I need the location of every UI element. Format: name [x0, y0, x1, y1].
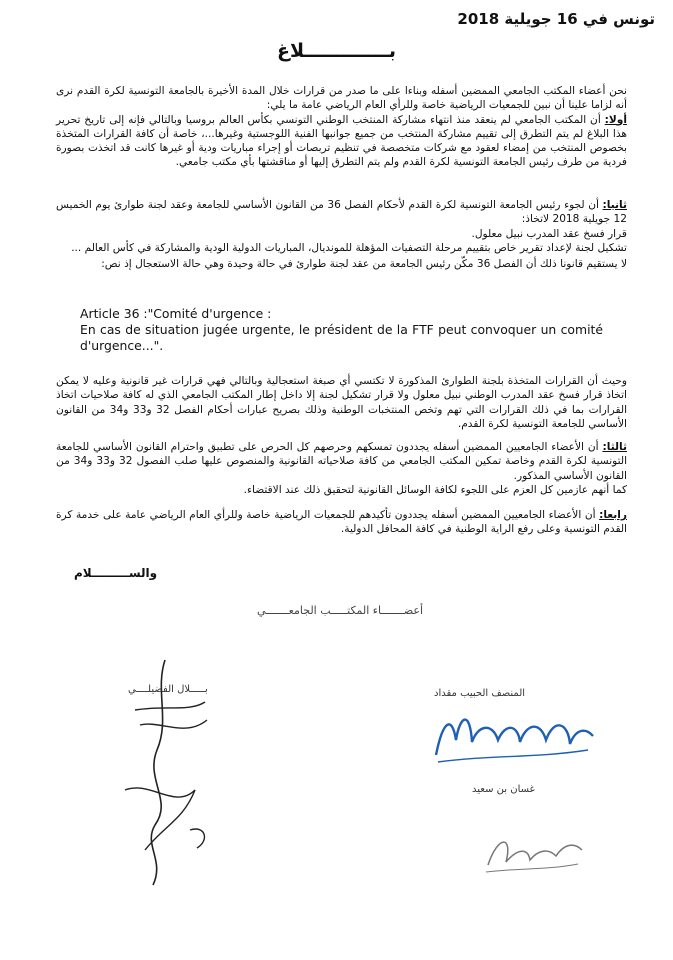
signatory-1-name: بـــــلال الفضيلــــي — [128, 684, 208, 695]
citation-title: Article 36 :"Comité d'urgence : — [80, 306, 272, 321]
signature-3-image — [478, 820, 588, 880]
closing-salutation: والســـــــــلام — [74, 566, 158, 580]
members-heading: أعضـــــــاء المكتـــــب الجامعـــــــي — [256, 604, 424, 617]
point-3-text: أن الأعضاء الجامعيين الممضين أسفله يجددون تمسكهم وحرصهم كل الحرص على تطبيق واحترام القانون الأساسي للجامعة التونسية لكرة القدم وخاصة تمكين المكتب الجامعي من كافة صلاحياته القانونية والمنصوص عليها صلب الفصول 32 و33 و34 من القانون الأساسي المذكور. — [56, 441, 628, 482]
point-2-text: أن لجوء رئيس الجامعة التونسية لكرة القدم لأحكام الفصل 36 من القانون الأساسي للجامعة وعقد لجنة طوارئ يوم الخميس 12 جويلية 2018 لاتخاذ: — [56, 199, 627, 226]
point-4 — [56, 508, 627, 537]
section-point-4 — [56, 508, 627, 537]
point-3 — [56, 440, 627, 483]
point-4-text: أن الأعضاء الجامعيين الممضين أسفله يجددون تأكيدهم للجمعيات الرياضية خاصة وللرأي العام الرياضي عامة على خدمة كرة القدم التونسية وعلى رفع الراية الوطنية في كافة المحافل الدولية. — [56, 509, 627, 536]
signatory-3-name: غسان بن سعيد — [472, 784, 535, 795]
signatory-2-name: المنصف الحبيب مقداد — [434, 688, 526, 699]
point-1 — [56, 113, 627, 170]
point-2-conclusion: لا يستقيم قانونا ذلك أن الفصل 36 مكّن رئيس الجامعة من عقد لجنة طوارئ في حالة وحيدة وهي حالة الاستعجال إذ نص: — [101, 258, 627, 271]
article-36-citation — [80, 306, 603, 354]
signature-2-image — [428, 700, 598, 770]
point-2-item-1: قرار فسخ عقد المدرب نبيل معلول. — [471, 227, 627, 240]
section-paragraph-3 — [56, 374, 627, 431]
document-date: تونس في 16 جويلية 2018 — [457, 10, 655, 28]
paragraph-3: وحيث أن القرارات المتخذة بلجنة الطوارئ المذكورة لا تكتسي أي صبغة استعجالية وبالتالي فهي قرارات غير قانونية وعليه لا يمكن اتخاذ قرار فسخ عقد المدرب الوطني نبيل معلول ولا قرار تشكيل لجنة إلا داخل إطار المكتب الجامعي الذي له كافة صلاحيات اتخاذ القرارات بما في ذلك القرارات التي تهم وتخص المنتخبات الوطنية وذلك بصريح عبارات أحكام الفصل 32 و33 و34 من القانون الأساسي للجامعة التونسية لكرة القدم. — [56, 375, 628, 430]
point-1-label: أولا: — [604, 113, 627, 126]
point-2-item-2: تشكيل لجنة لإعداد تقرير خاص بتقييم مرحلة التصفيات المؤهلة للمونديال، المباريات الدولية الودية والمشاركة في كأس العالم ... — [71, 241, 627, 254]
point-2-label: ثانيا: — [602, 199, 627, 211]
signature-1-image — [95, 650, 225, 900]
point-3-extra: كما أنهم عازمين كل العزم على اللجوء لكافة الوسائل القانونية لتحقيق ذلك عند الاقتضاء. — [243, 483, 627, 496]
point-3-label: ثالثا: — [602, 441, 627, 453]
point-1-text: أن المكتب الجامعي لم ينعقد منذ انتهاء مشاركة المنتخب الوطني التونسي بكأس العالم بروسيا وبالتالي فإنه إلى تاريخ تحرير هذا البلاغ لم يتم التطرق إلى تقييم مشاركة المنتخب من جميع جوانبها الفنية اللوجستية وغيرها...، خاصة أن كافة القرارات المتخذة بخصوص المنتخب من إمضاء لعقود مع شركات متخصصة في تنظيم تربصات أو إجراء مباريات ودية أو غيرها كانت قد اتخذت بصورة فردية من طرف رئيس الجامعة التونسية لكرة القدم ولم يتم التطرق إليها أو مناقشتها بأي مكتب جامعي. — [56, 113, 627, 169]
section-point-3 — [56, 440, 627, 497]
intro-paragraph: نحن أعضاء المكتب الجامعي الممضين أسفله وبناءا على ما صدر من قرارات خلال المدة الأخيرة بالجامعة التونسية لكرة القدم نرى أنه لزاما علينا أن نبين للجمعيات الرياضية خاصة وللرأي العام الرياضي عامة ما يلي: — [56, 85, 627, 112]
document-title: بـــــــــــــلاغ — [277, 40, 396, 62]
point-2 — [56, 198, 627, 227]
section-intro — [56, 84, 627, 170]
citation-text: En cas de situation jugée urgente, le président de la FTF peut convoquer un comité d'urgence...". — [80, 322, 603, 353]
point-4-label: رابعا: — [599, 509, 627, 521]
section-point-2 — [56, 198, 627, 271]
